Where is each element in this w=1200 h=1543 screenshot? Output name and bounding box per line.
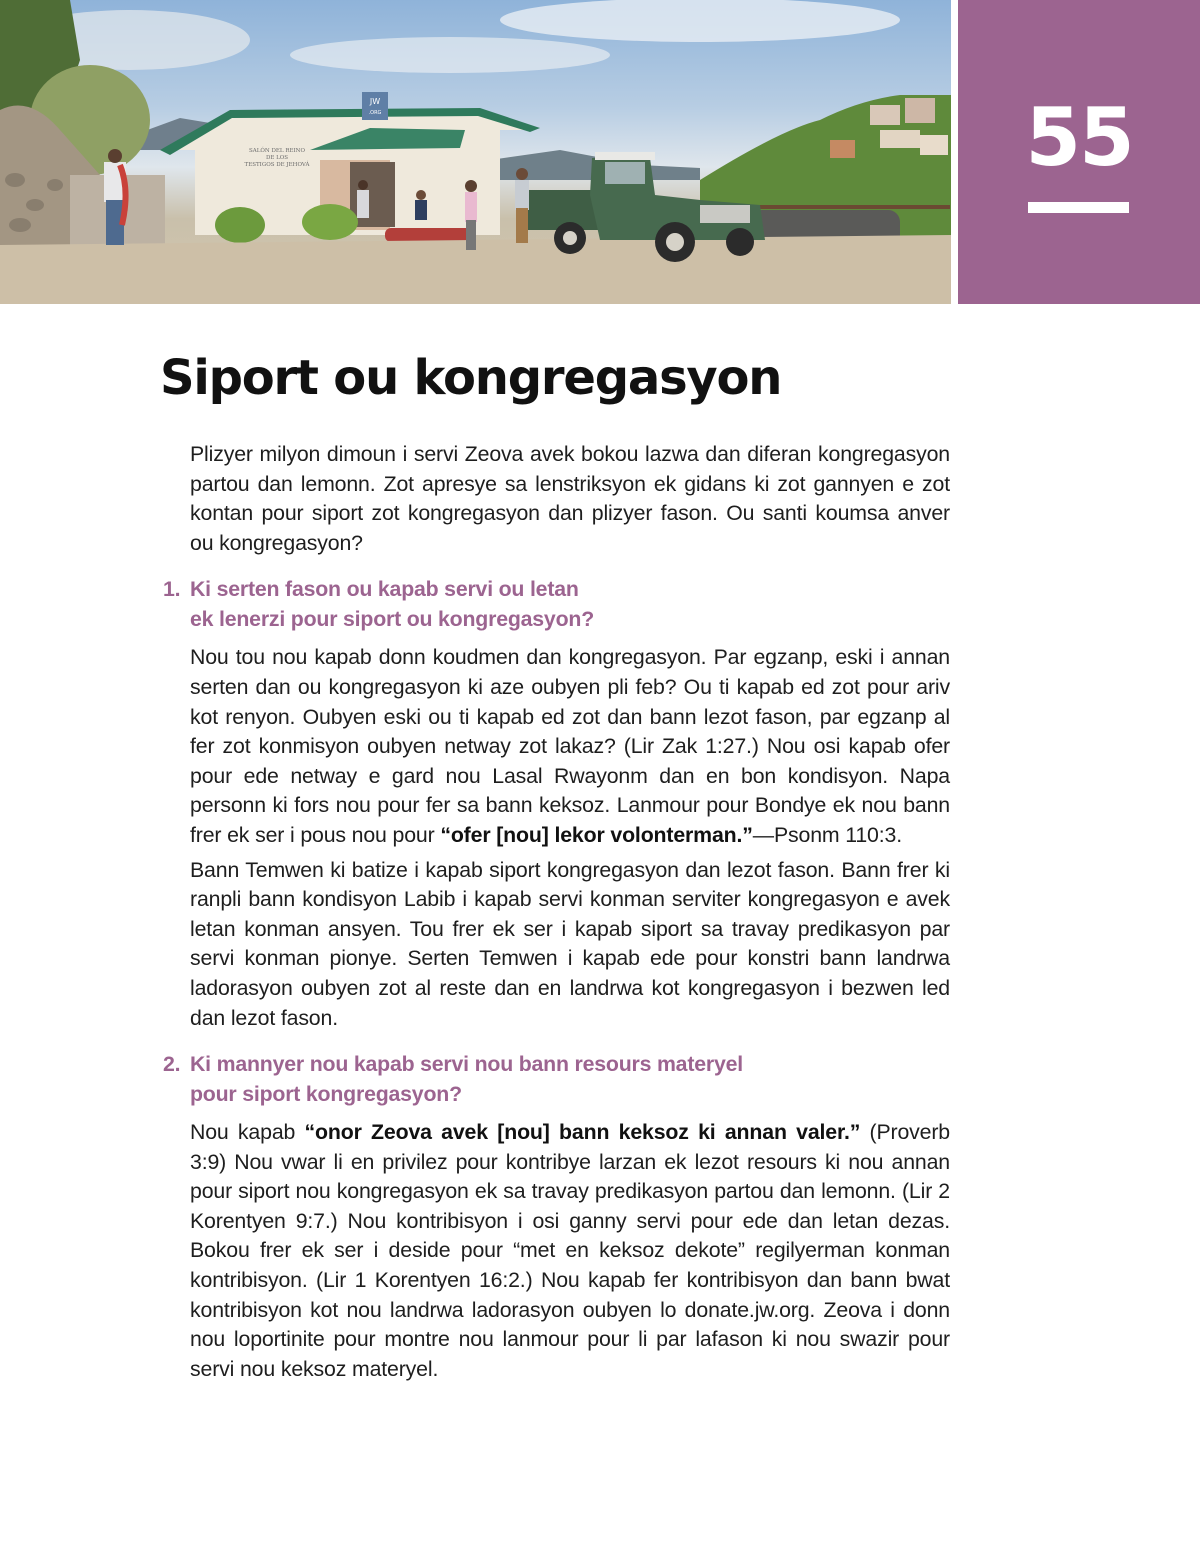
question-text-line-1: Ki mannyer nou kapab servi nou bann resours materyel	[190, 1052, 743, 1077]
question-text-line-2: ek lenerzi pour siport ou kongregasyon?	[190, 606, 595, 631]
question-1	[163, 575, 950, 634]
jw-org-sign: JW	[369, 97, 381, 106]
chapter-number-block	[958, 0, 1200, 304]
kingdom-hall-scene-illustration	[0, 0, 951, 304]
lesson-content	[163, 440, 950, 1384]
paragraph-text: (Proverb 3:9) Nou vwar li en privilez pour kontribye larzan ek lezot resours ki nou annan pour siport nou kongregasyon ek sa travay predikasyon partou dan lemonn. (Lir 2 Korentyen 9:7.) Nou kontribisyon i osi ganny servi pour ede dan letan dezas. Bokou frer ek ser i deside pour “met en keksoz dekote” regilyerman konman kontribisyon. (Lir 1 Korentyen 16:2.) Nou kapab fer kontribisyon dan bann bwat kontribisyon kot nou landrwa ladorasyon oubyen lo donate.jw.org. Zeova i donn nou loportinite pour montre nou lanmour pour li par lafason ki nou swazir pour servi nou keksoz materyel.	[190, 1120, 950, 1381]
question-number: 2.	[163, 1052, 181, 1077]
page-title: Siport ou kongregasyon	[160, 350, 782, 406]
paragraph-text: Nou kapab	[190, 1120, 305, 1145]
section-1-paragraph-2: Bann Temwen ki batize i kapab siport kongregasyon dan lezot fason. Bann frer ki ranpli bann kondisyon Labib i kapab servi konman serviter kongregasyon e avek letan konman ansyen. Tou frer ek ser i kapab siport sa travay predikasyon par servi konman pionye. Serten Temwen i kapab ede pour konstri bann landrwa ladorasyon oubyen zot al reste dan en landrwa kot kongregasyon i bezwen led dan lezot fason.	[190, 857, 950, 1030]
scripture-quote: “onor Zeova avek [nou] bann keksoz ki annan valer.”	[304, 1120, 861, 1145]
scripture-quote: “ofer [nou] lekor volonterman.”	[440, 822, 753, 847]
svg-text:.ORG: .ORG	[368, 110, 382, 116]
section-1-paragraph-1	[190, 643, 950, 850]
section-2-paragraph-1	[190, 1118, 950, 1384]
scripture-reference: —Psonm 110:3.	[752, 822, 902, 847]
intro-paragraph: Plizyer milyon dimoun i servi Zeova avek bokou lazwa dan diferan kongregasyon partou dan lemonn. Zot apresye sa lenstriksyon ek gidans ki zot gannyen e zot kontan pour siport zot kongregasyon dan plizyer fason. Ou santi koumsa anver ou kongregasyon?	[190, 442, 950, 555]
svg-text:SALÓN DEL REINO: SALÓN DEL REINO	[249, 148, 305, 154]
question-text-line-2: pour siport kongregasyon?	[190, 1081, 462, 1106]
question-text-line-1: Ki serten fason ou kapab servi ou letan	[190, 577, 579, 602]
chapter-number-underline	[1028, 202, 1129, 213]
svg-text:TESTIGOS DE JEHOVÁ: TESTIGOS DE JEHOVÁ	[244, 162, 310, 168]
question-2	[163, 1050, 950, 1109]
svg-text:DE LOS: DE LOS	[265, 155, 289, 161]
header-photo	[0, 0, 951, 304]
paragraph-text: Nou tou nou kapab donn koudmen dan kongregasyon. Par egzanp, eski i annan serten dan ou kongregasyon ki aze oubyen pli feb? Ou ti kapab ed zot pour ariv kot renyon. Oubyen eski ou ti kapab ed zot dan bann lezot fason, par egzanp al fer zot konmisyon oubyen netway zot lakaz? (Lir Zak 1:27.) Nou osi kapab ofer pour ede netway e gard nou Lasal Rwayonm dan en bon kondisyon. Napa personn ki fors nou pour fer sa bann keksoz. Lanmour pour Bondye ek nou bann frer ek ser i pous nou pour	[190, 645, 950, 847]
chapter-number: 55	[1025, 91, 1133, 184]
question-number: 1.	[163, 577, 181, 602]
